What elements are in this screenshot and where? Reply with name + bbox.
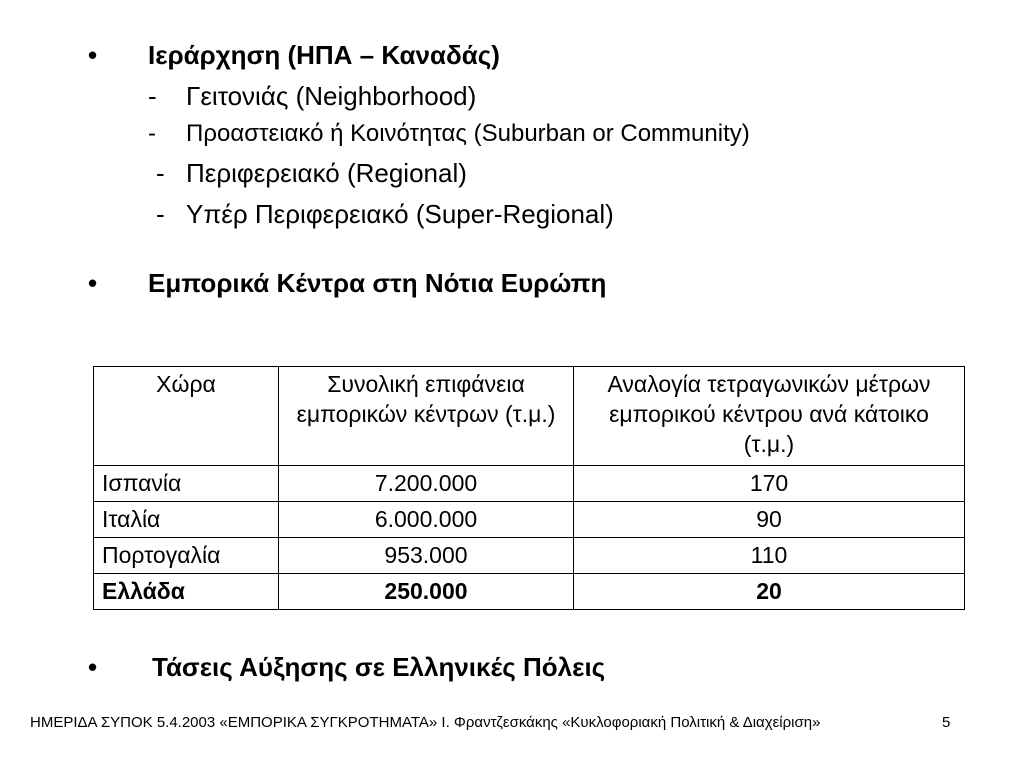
table-row xyxy=(94,538,965,574)
dash-marker: - xyxy=(156,158,165,188)
cell-country: Πορτογαλία xyxy=(94,538,279,574)
hierarchy-item-label: Περιφερειακό (Regional) xyxy=(186,158,467,188)
bullet-marker: • xyxy=(88,652,98,682)
bullet-greek-cities-text: Τάσεις Αύξησης σε Ελληνικές Πόλεις xyxy=(152,652,606,682)
page-number: 5 xyxy=(942,714,951,731)
bullet-marker: • xyxy=(88,40,98,70)
header-total-area: Συνολική επιφάνεια εμπορικών κέντρων (τ.μ.) xyxy=(279,367,574,466)
table-header-row xyxy=(94,367,965,466)
cell-area-per-capita: 20 xyxy=(574,574,965,610)
cell-area-per-capita: 90 xyxy=(574,502,965,538)
table-row xyxy=(94,466,965,502)
table-row-greece xyxy=(94,574,965,610)
footer-text: ΗΜΕΡΙΔΑ ΣΥΠΟΚ 5.4.2003 «ΕΜΠΟΡΙΚΑ ΣΥΓΚΡΟΤΗΜΑΤΑ» Ι. Φραντζεσκάκης «Κυκλοφοριακή Πολιτική & Διαχείριση» xyxy=(30,714,821,731)
bullet-marker: • xyxy=(88,268,98,298)
shopping-centers-table xyxy=(93,366,965,610)
cell-total-area: 250.000 xyxy=(279,574,574,610)
dash-marker: - xyxy=(156,199,165,229)
cell-country: Ιταλία xyxy=(94,502,279,538)
cell-country: Ελλάδα xyxy=(94,574,279,610)
dash-marker: - xyxy=(148,120,156,147)
cell-total-area: 953.000 xyxy=(279,538,574,574)
cell-country: Ισπανία xyxy=(94,466,279,502)
cell-total-area: 7.200.000 xyxy=(279,466,574,502)
bullet-hierarchy-text: Ιεράρχηση (ΗΠΑ – Καναδάς) xyxy=(148,40,500,70)
cell-area-per-capita: 110 xyxy=(574,538,965,574)
hierarchy-item-label: Υπέρ Περιφερειακό (Super-Regional) xyxy=(186,199,614,229)
header-country: Χώρα xyxy=(94,367,279,466)
cell-area-per-capita: 170 xyxy=(574,466,965,502)
cell-total-area: 6.000.000 xyxy=(279,502,574,538)
hierarchy-item-label: Προαστειακό ή Κοινότητας (Suburban or Community) xyxy=(186,120,750,147)
hierarchy-item-label: Γειτονιάς (Neighborhood) xyxy=(186,81,477,111)
dash-marker: - xyxy=(148,81,157,111)
table-row xyxy=(94,502,965,538)
header-area-per-capita: Αναλογία τετραγωνικών μέτρων εμπορικού κέντρου ανά κάτοικο (τ.μ.) xyxy=(574,367,965,466)
bullet-south-europe-text: Εμπορικά Κέντρα στη Νότια Ευρώπη xyxy=(148,268,607,298)
